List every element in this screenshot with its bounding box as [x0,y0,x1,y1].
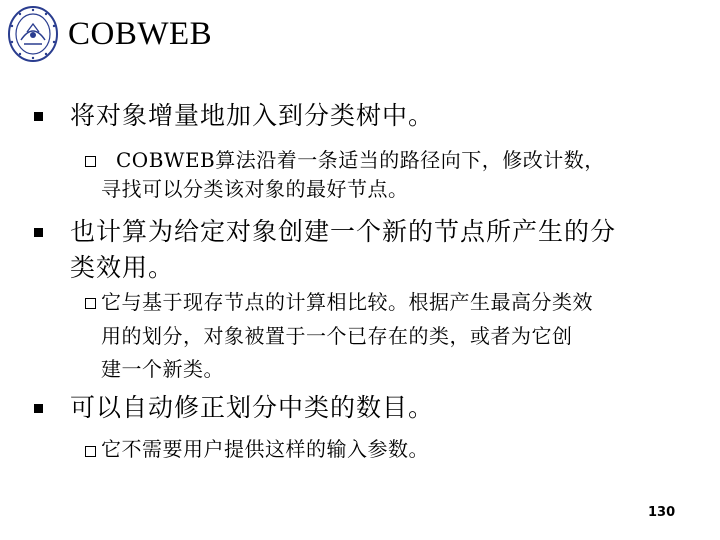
bullet-text-line: 也计算为给定对象创建一个新的节点所产生的分 [70,217,617,246]
university-seal-logo [7,4,59,64]
sub-bullet-line: 寻找可以分类该对象的最好节点。 [101,177,409,201]
slide-title: COBWEB [68,16,213,52]
sub-bullet-line: COBWEB算法沿着一条适当的路径向下，修改计数， [116,148,605,172]
sub-bullet-line: 它与基于现存节点的计算相比较。根据产生最高分类效 [101,290,593,314]
sub-bullet-line: 用的划分，对象被置于一个已存在的类，或者为它创 [101,324,573,348]
bullet-text: 可以自动修正划分中类的数目。 [70,393,435,422]
sub-bullet-box-icon [85,446,96,457]
bullet-square-icon [34,112,43,121]
sub-bullet-box-icon [85,156,96,167]
bullet-text-line: 类效用。 [70,253,175,282]
sub-bullet-line: 它不需要用户提供这样的输入参数。 [101,437,429,461]
bullet-text: 将对象增量地加入到分类树中。 [70,101,435,130]
sub-bullet-box-icon [85,298,96,309]
page-number: 130 [648,505,676,520]
bullet-square-icon [34,228,43,237]
sub-bullet-line: 建一个新类。 [101,357,224,381]
bullet-square-icon [34,404,43,413]
